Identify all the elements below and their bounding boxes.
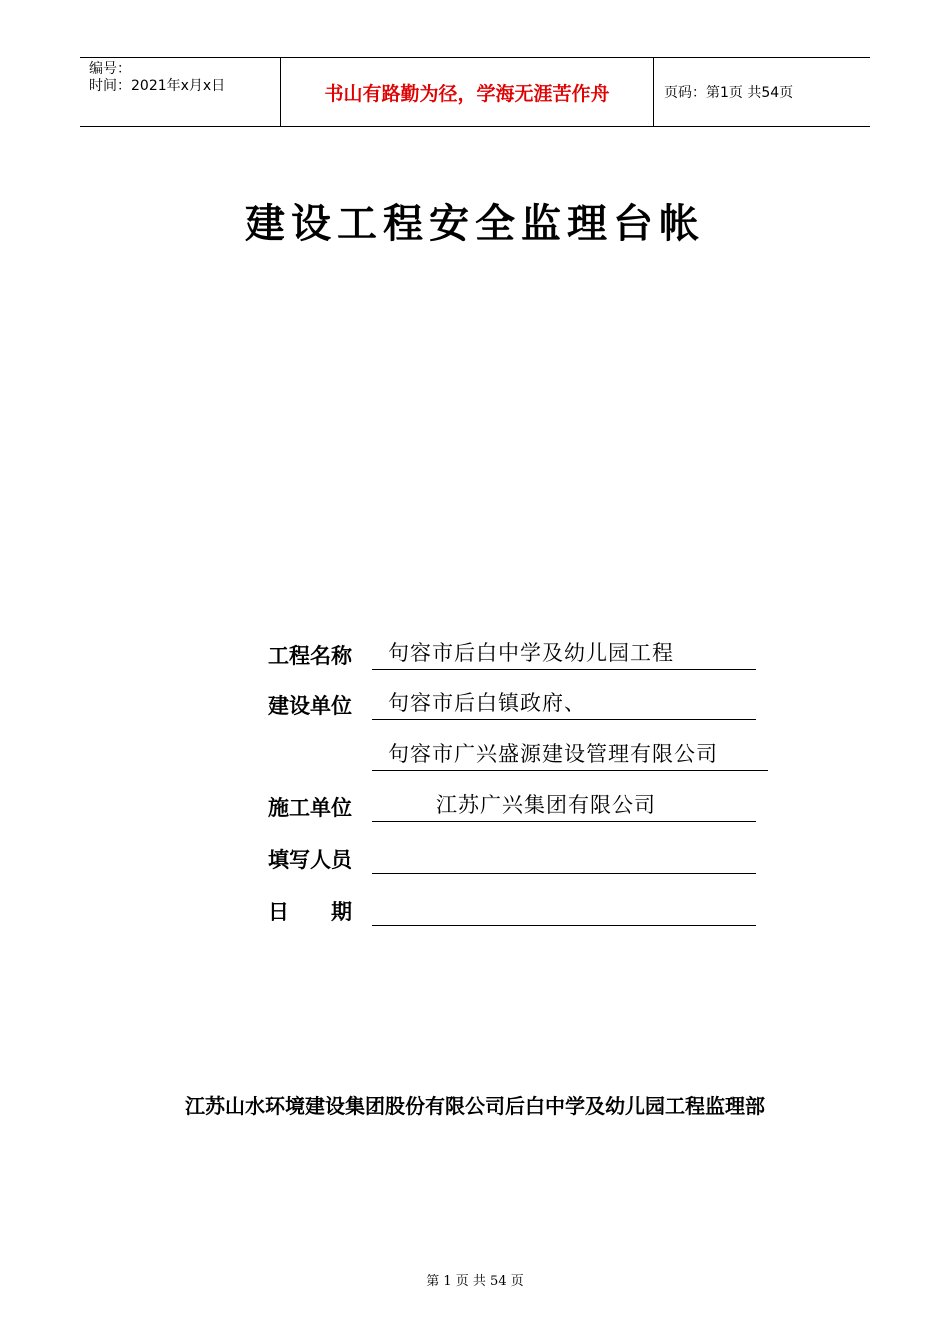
date-label: 日 期 [268, 900, 352, 924]
project-name-row [268, 636, 756, 670]
page-header [80, 57, 870, 127]
document-title: 建设工程安全监理台帐 [245, 201, 705, 247]
contractor-label: 施工单位 [268, 796, 352, 820]
page-number-footer: 第 1 页 共 54 页 [426, 1274, 524, 1289]
contractor-row [268, 788, 756, 822]
builder-field-2: 句容市广兴盛源建设管理有限公司 [372, 739, 768, 771]
project-name-field: 句容市后白中学及幼儿园工程 [372, 638, 756, 670]
organization-name: 江苏山水环境建设集团股份有限公司后白中学及幼儿园工程监理部 [185, 1094, 765, 1118]
header-motto: 书山有路勤为径，学海无涯苦作舟 [281, 58, 654, 126]
header-meta [80, 58, 281, 126]
date-field [372, 894, 756, 926]
header-page-info: 页码：第1页 共54页 [664, 85, 794, 101]
project-name-label: 工程名称 [268, 644, 352, 668]
time-label: 时间：2021年x月x日 [89, 78, 226, 94]
date-row [268, 892, 756, 926]
serial-number-label: 编号： [89, 61, 131, 77]
builder-row-2 [268, 737, 768, 771]
builder-label: 建设单位 [268, 694, 352, 718]
filler-label: 填写人员 [268, 848, 352, 872]
contractor-field: 江苏广兴集团有限公司 [372, 790, 756, 822]
builder-field-1: 句容市后白镇政府、 [372, 688, 756, 720]
filler-row [268, 840, 756, 874]
filler-field [372, 842, 756, 874]
builder-row [268, 686, 756, 720]
